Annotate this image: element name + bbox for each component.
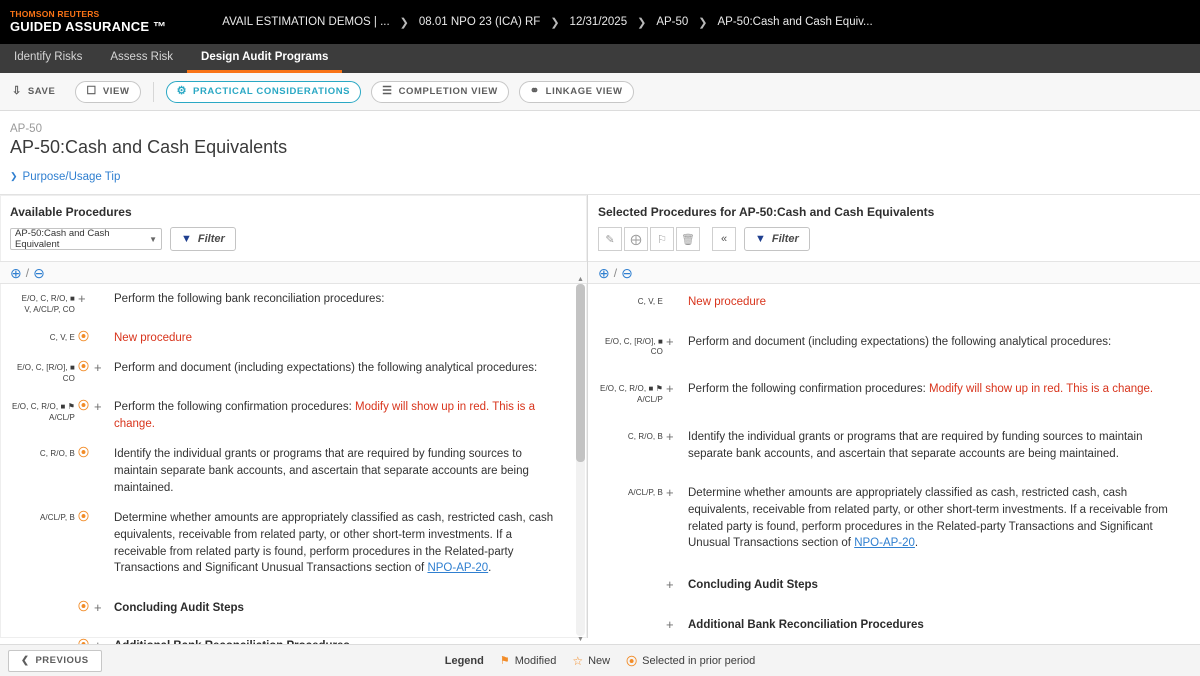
expand-icon[interactable]: +	[666, 333, 674, 349]
brand-line-1: THOMSON REUTERS	[10, 9, 100, 20]
selected-procedures-title: Selected Procedures for AP-50:Cash and Cash Equivalents	[598, 205, 935, 219]
selected-prior-period-icon: ⦿	[78, 511, 89, 524]
list-icon: ☰	[382, 85, 393, 97]
row-icons	[666, 294, 688, 295]
chevron-down-icon: ❯	[10, 171, 18, 181]
row-icons	[666, 381, 688, 395]
expand-icon[interactable]: +	[666, 576, 674, 592]
assertion-tags	[0, 600, 78, 603]
table-row[interactable]	[588, 413, 1200, 469]
expand-collapse-separator: /	[613, 265, 618, 280]
expand-icon[interactable]: +	[666, 428, 674, 444]
procedure-text	[114, 510, 565, 577]
breadcrumb-item-2[interactable]: 12/31/2025	[569, 16, 628, 28]
available-procedures-pane	[0, 195, 588, 643]
available-list-scrollbar[interactable]	[576, 276, 585, 643]
edit-icon[interactable]: ✎	[598, 227, 622, 251]
table-row[interactable]	[588, 559, 1200, 601]
procedure-select[interactable]	[10, 228, 162, 250]
completion-view-button[interactable]	[371, 81, 509, 103]
add-icon[interactable]: ⨁	[624, 227, 648, 251]
expand-icon[interactable]: +	[94, 398, 102, 414]
view-icon: ☐	[86, 85, 97, 97]
view-button-label: VIEW	[102, 86, 130, 97]
collapse-all-icon[interactable]: ⊖	[33, 264, 45, 281]
assertion-tags: C, R/O, B	[627, 431, 663, 441]
save-button-label: SAVE	[27, 86, 56, 97]
procedures-panes	[0, 194, 1200, 643]
procedure-text-suffix: .	[488, 562, 492, 575]
procedure-text: Perform the following bank reconciliation procedures:	[114, 293, 385, 305]
page-eyebrow: AP-50	[10, 123, 42, 135]
expand-all-icon[interactable]: ⊕	[10, 264, 22, 281]
row-icons	[78, 360, 114, 374]
row-icons	[78, 510, 114, 524]
row-icons	[78, 446, 114, 460]
chevron-left-icon: ❮	[21, 655, 30, 666]
star-icon: ☆	[572, 653, 584, 668]
selected-procedures-pane	[588, 195, 1200, 638]
legend-new-label: New	[588, 654, 611, 667]
list-item[interactable]	[0, 439, 573, 503]
row-icons	[78, 600, 114, 614]
procedure-group-title: Additional Bank Reconciliation Procedures	[688, 618, 924, 631]
npo-ap-20-link[interactable]: NPO-AP-20	[854, 537, 915, 550]
npo-ap-20-link[interactable]: NPO-AP-20	[427, 562, 489, 575]
filter-icon: ▼	[181, 233, 192, 245]
breadcrumb-item-0[interactable]: AVAIL ESTIMATION DEMOS | ...	[222, 16, 390, 28]
scroll-up-icon[interactable]: ▲	[577, 276, 584, 283]
expand-collapse-separator: /	[25, 265, 30, 280]
available-filter-button[interactable]	[170, 227, 236, 251]
procedure-text: New procedure	[688, 296, 766, 308]
purpose-usage-tip-toggle[interactable]	[10, 171, 120, 183]
page-header	[0, 111, 1200, 184]
assertion-tags: C, V, E	[49, 332, 75, 342]
procedure-group-title: Concluding Audit Steps	[688, 578, 818, 591]
assertion-tags: E/O, C, [R/O], ■ CO	[605, 336, 663, 357]
procedure-text-main: Determine whether amounts are appropriately classified as cash, restricted cash, cash equivalents, receivable from related party, or other short-term investments. If a receivable from related party is found, perform procedures in the Related-party Transactions and Significant Unusual Transactions section of	[688, 487, 1168, 550]
breadcrumb-item-1[interactable]: 08.01 NPO 23 (ICA) RF	[418, 16, 541, 28]
flag-icon[interactable]: ⚐	[650, 227, 674, 251]
save-button[interactable]	[8, 81, 65, 103]
page-title: AP-50:Cash and Cash Equivalents	[10, 137, 288, 157]
assertion-tags: C, R/O, B	[39, 449, 75, 459]
scrollbar-thumb[interactable]	[576, 284, 585, 462]
expand-icon[interactable]: +	[78, 291, 86, 306]
procedure-text: Identify the individual grants or programs that are required by funding sources to maintain separate bank accounts, and ascertain that separate accounts are being maintained.	[114, 448, 529, 494]
selected-prior-period-icon: ⦿	[78, 399, 89, 412]
assertion-tags: E/O, C, [R/O], ■ CO	[17, 363, 75, 384]
assertion-tags	[588, 617, 666, 620]
assertion-tags: C, V, E	[637, 297, 663, 306]
expand-icon[interactable]: +	[666, 616, 674, 632]
selected-procedures-iconbar	[598, 227, 700, 251]
selected-prior-period-icon: ⦿	[78, 447, 89, 460]
breadcrumb-item-3[interactable]: AP-50	[656, 16, 689, 28]
completion-view-label: COMPLETION VIEW	[398, 86, 498, 97]
legend-item-prior	[626, 653, 755, 669]
legend-item-modified	[500, 654, 556, 667]
chevron-right-icon: ❯	[637, 16, 647, 29]
list-item[interactable]	[0, 323, 573, 354]
procedure-text-main: Perform the following confirmation procedures:	[688, 383, 929, 396]
footer-bar	[0, 644, 1200, 676]
expand-icon[interactable]: +	[94, 599, 102, 615]
row-icons	[666, 617, 688, 631]
selected-prior-period-icon: ⦿	[78, 600, 89, 613]
chevron-down-icon: ▼	[149, 234, 157, 244]
table-row[interactable]	[588, 601, 1200, 641]
linkage-view-label: LINKAGE VIEW	[545, 86, 623, 97]
expand-icon[interactable]: +	[94, 360, 102, 376]
toolbar	[0, 73, 1200, 111]
selected-procedures-list[interactable]	[588, 284, 1200, 636]
view-button[interactable]	[75, 81, 140, 103]
expand-all-icon[interactable]: ⊕	[598, 264, 610, 281]
row-icons	[666, 485, 688, 499]
list-item[interactable]	[0, 584, 573, 624]
scroll-down-icon[interactable]: ▼	[577, 636, 584, 643]
procedure-text	[114, 399, 565, 432]
selected-expand-collapse-row	[588, 261, 1200, 284]
procedure-text-modified: Modify will show up in red. This is a change.	[114, 400, 536, 430]
legend-prior-label: Selected in prior period	[642, 654, 756, 667]
list-item[interactable]	[0, 353, 573, 392]
practical-considerations-label: PRACTICAL CONSIDERATIONS	[193, 86, 351, 97]
available-filter-label: Filter	[197, 233, 225, 245]
procedure-text: Perform and document (including expectations) the following analytical procedures:	[114, 362, 538, 375]
chevron-right-icon: ❯	[698, 16, 708, 29]
filter-icon: ▼	[755, 233, 766, 245]
row-icons	[666, 429, 688, 443]
linkage-view-button[interactable]	[519, 81, 634, 103]
nav-tabs	[0, 44, 1200, 73]
procedure-text: Perform and document (including expectations) the following analytical procedures:	[688, 335, 1112, 348]
procedure-group-title: Concluding Audit Steps	[114, 601, 244, 614]
procedure-text-suffix: .	[914, 537, 919, 550]
table-row[interactable]	[588, 318, 1200, 366]
brand-logo	[10, 10, 180, 33]
selected-prior-period-icon: ⦿	[78, 330, 89, 343]
gear-icon: ⚙	[176, 85, 188, 97]
legend	[0, 653, 1200, 669]
table-row[interactable]	[588, 284, 1200, 318]
available-expand-collapse-row	[0, 261, 587, 284]
breadcrumb	[220, 16, 874, 29]
available-procedures-controls	[0, 227, 587, 261]
row-icons	[666, 577, 688, 591]
assertion-tags: A/CL/P, B	[40, 513, 75, 523]
procedure-select-value: AP-50:Cash and Cash Equivalent	[15, 228, 110, 250]
legend-modified-label: Modified	[514, 654, 557, 667]
procedure-text: Identify the individual grants or programs that are required by funding sources to maintain separate bank accounts, and ascertain that separate accounts are being maintained.	[688, 430, 1143, 460]
tab-assess-risk[interactable]: Assess Risk	[110, 51, 174, 63]
list-item[interactable]	[0, 503, 573, 584]
brand-line-2: GUIDED ASSURANCE ™	[10, 18, 167, 34]
toolbar-divider	[153, 82, 154, 102]
selected-filter-button[interactable]	[744, 227, 810, 251]
procedure-text: New procedure	[114, 331, 192, 344]
list-item[interactable]	[0, 284, 573, 323]
assertion-tags	[0, 638, 78, 641]
collapse-panel-icon[interactable]: «	[712, 227, 736, 251]
collapse-all-icon[interactable]: ⊖	[621, 264, 633, 281]
purpose-usage-tip-label: Purpose/Usage Tip	[22, 170, 121, 183]
available-procedures-list[interactable]	[0, 276, 587, 643]
row-icons	[78, 291, 114, 305]
expand-icon[interactable]: +	[666, 381, 674, 397]
assertion-tags: A/CL/P, B	[628, 488, 663, 498]
selected-prior-period-icon: ⦿	[78, 361, 89, 374]
assertion-tags: E/O, C, R/O, ■ ⚑ A/CL/P	[12, 401, 75, 422]
procedure-text	[688, 485, 1192, 552]
tab-design-audit-programs[interactable]: Design Audit Programs	[187, 44, 342, 73]
assertion-tags	[588, 577, 666, 580]
row-icons	[78, 399, 114, 413]
tab-identify-risks[interactable]: Identify Risks	[14, 51, 83, 63]
save-icon: ⇩	[12, 85, 22, 97]
available-procedures-title: Available Procedures	[10, 205, 132, 219]
flag-icon: ⚑	[499, 655, 510, 667]
breadcrumb-item-4[interactable]: AP-50:Cash and Cash Equiv...	[717, 16, 873, 28]
procedure-text-main: Perform the following confirmation procedures:	[114, 400, 355, 413]
procedure-text	[688, 381, 1192, 398]
expand-icon[interactable]: +	[666, 485, 674, 501]
selected-prior-period-icon: ⦿	[626, 655, 638, 668]
chevron-right-icon: ❯	[399, 16, 409, 29]
legend-label: Legend	[444, 654, 484, 667]
procedure-text-modified: Modify will show up in red. This is a change.	[928, 383, 1154, 396]
row-icons	[78, 330, 114, 344]
practical-considerations-button[interactable]	[166, 81, 362, 103]
assertion-tags: E/O, C, R/O, ■ V, A/CL/P, CO	[21, 294, 75, 314]
list-item[interactable]	[0, 392, 573, 439]
table-row[interactable]	[588, 365, 1200, 413]
chevron-right-icon: ❯	[550, 16, 560, 29]
table-row[interactable]	[588, 469, 1200, 559]
selected-procedures-controls	[588, 227, 1200, 261]
selected-filter-label: Filter	[771, 233, 799, 245]
procedure-text-main: Determine whether amounts are appropriately classified as cash, restricted cash, cash equivalents, receivable from related party, or other short-term investments. If a receivable from related party is found, perform procedures in the Related-party Transactions and Significant Unusual Transactions section of	[114, 512, 554, 575]
delete-icon[interactable]: 🗑	[676, 227, 700, 251]
link-icon: ⚭	[529, 85, 540, 97]
assertion-tags: E/O, C, R/O, ■ ⚑ A/CL/P	[600, 384, 663, 405]
row-icons	[666, 334, 688, 348]
previous-button-label: PREVIOUS	[35, 655, 89, 666]
legend-item-new	[572, 654, 610, 668]
top-bar	[0, 0, 1200, 44]
